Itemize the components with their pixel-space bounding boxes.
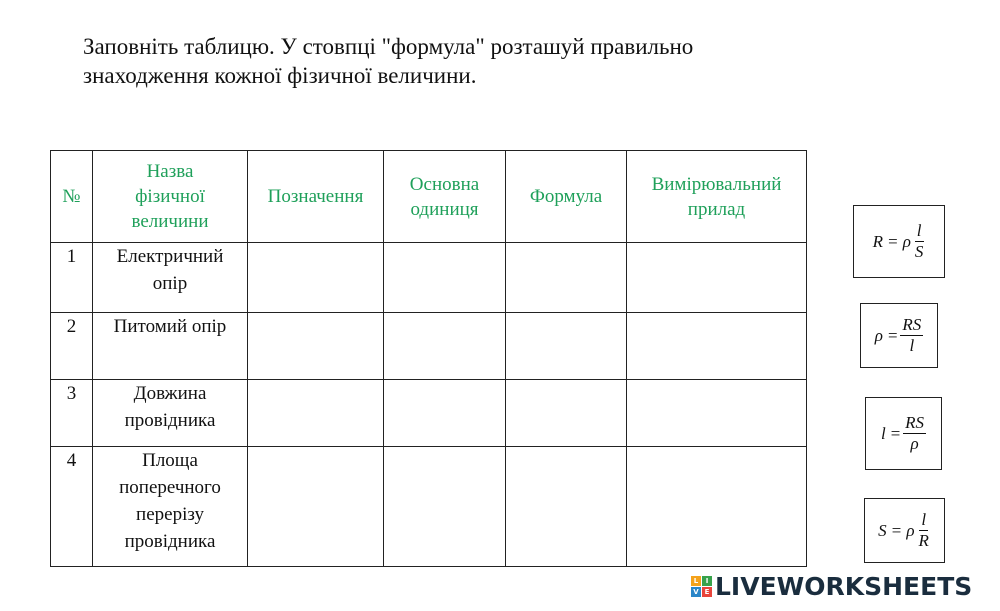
- answer-cell-unit[interactable]: [384, 380, 506, 447]
- answer-cell-formula[interactable]: [506, 243, 627, 313]
- table-row: [51, 243, 807, 313]
- header-symbol: Позначення: [248, 151, 384, 243]
- answer-cell-device[interactable]: [627, 243, 807, 313]
- formula-numerator: l: [921, 510, 927, 529]
- row-quantity-name: Електричний опір: [93, 243, 248, 313]
- answer-cell-formula[interactable]: [506, 313, 627, 380]
- row-number: 2: [51, 313, 93, 380]
- row-quantity-name: Площа поперечного перерізу провідника: [93, 447, 248, 567]
- answer-cell-symbol[interactable]: [248, 243, 384, 313]
- logo-mark-letter: V: [691, 587, 701, 597]
- row-number: 3: [51, 380, 93, 447]
- answer-cell-device[interactable]: [627, 380, 807, 447]
- formula-fraction: [900, 315, 923, 356]
- formula-fraction: [903, 413, 926, 454]
- answer-cell-device[interactable]: [627, 313, 807, 380]
- logo-mark-letter: E: [702, 587, 712, 597]
- formula-numerator: l: [916, 221, 922, 240]
- answer-cell-formula[interactable]: [506, 447, 627, 567]
- answer-cell-unit[interactable]: [384, 313, 506, 380]
- header-number: №: [51, 151, 93, 243]
- instruction-line-1: Заповніть таблицю. У стовпці "формула" розташуй правильно: [83, 34, 694, 59]
- formula-numerator: RS: [905, 413, 925, 432]
- liveworksheets-logo[interactable]: [691, 572, 972, 600]
- logo-mark-letter: I: [702, 576, 712, 586]
- answer-cell-symbol[interactable]: [248, 380, 384, 447]
- logo-text: LIVEWORKSHEETS: [715, 571, 973, 601]
- header-formula: Формула: [506, 151, 627, 243]
- liveworksheets-mark-icon: [691, 576, 712, 597]
- formula-card-length[interactable]: [865, 397, 942, 470]
- instruction-line-2: знаходження кожної фізичної величини.: [83, 63, 477, 88]
- table-header-row: [51, 151, 807, 243]
- answer-cell-formula[interactable]: [506, 380, 627, 447]
- row-quantity-name: Довжина провідника: [93, 380, 248, 447]
- formula-fraction: [917, 510, 931, 551]
- row-quantity-name: Питомий опір: [93, 313, 248, 380]
- formula-denominator: R: [918, 531, 929, 550]
- row-number: 1: [51, 243, 93, 313]
- header-measuring-device: Вимірювальний прилад: [627, 151, 807, 243]
- formula-card-resistivity[interactable]: [860, 303, 938, 368]
- table-row: [51, 313, 807, 380]
- physics-quantities-table: [50, 150, 807, 567]
- table-row: [51, 380, 807, 447]
- header-base-unit: Основна одиниця: [384, 151, 506, 243]
- formula-numerator: RS: [902, 315, 922, 334]
- instruction-text: [83, 32, 843, 90]
- table-row: [51, 447, 807, 567]
- header-quantity-name: Назва фізичної величини: [93, 151, 248, 243]
- formula-lhs: S: [878, 520, 887, 540]
- formula-card-area[interactable]: [864, 498, 945, 563]
- formula-equals: = ρ: [890, 520, 915, 540]
- formula-fraction: [913, 221, 926, 262]
- answer-cell-device[interactable]: [627, 447, 807, 567]
- row-number: 4: [51, 447, 93, 567]
- answer-cell-symbol[interactable]: [248, 313, 384, 380]
- formula-lhs: R: [872, 231, 883, 251]
- formula-denominator: ρ: [910, 434, 919, 453]
- formula-lhs: l: [880, 423, 886, 443]
- formula-card-resistance[interactable]: [853, 205, 945, 278]
- formula-equals: =: [886, 325, 899, 345]
- answer-cell-symbol[interactable]: [248, 447, 384, 567]
- answer-cell-unit[interactable]: [384, 243, 506, 313]
- formula-equals: = ρ: [887, 231, 911, 251]
- formula-denominator: S: [914, 242, 924, 261]
- answer-cell-unit[interactable]: [384, 447, 506, 567]
- formula-lhs: ρ: [874, 325, 883, 345]
- logo-mark-letter: L: [691, 576, 701, 586]
- formula-denominator: l: [909, 336, 915, 355]
- formula-equals: =: [889, 423, 902, 443]
